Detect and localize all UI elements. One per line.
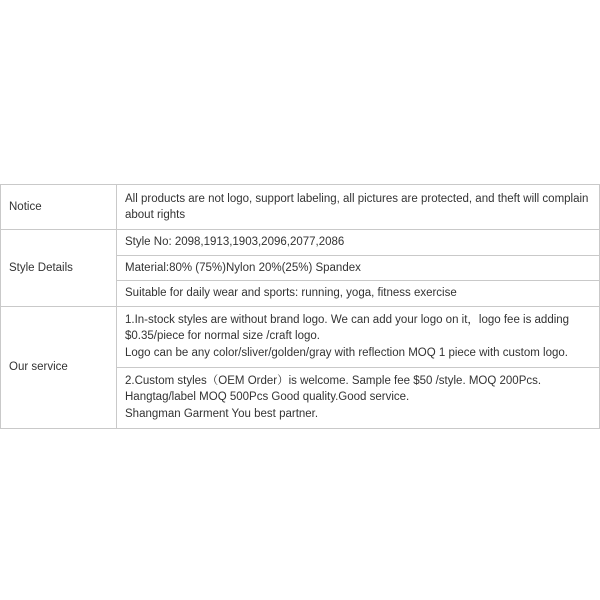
service-block-1-line-1: 1.In-stock styles are without brand logo. We can add your logo on it，logo fee is adding $0.35/piece for normal size /craft logo. [125,313,570,343]
usage-text: Suitable for daily wear and sports: running, yoga, fitness exercise [117,281,600,307]
style-no-text: Style No: 2098,1913,1903,2096,2077,2086 [117,230,600,256]
service-row-1 [1,306,600,367]
service-block-1 [117,306,600,367]
notice-label: Notice [1,185,117,230]
style-details-label: Style Details [1,230,117,307]
service-block-2-line-2: Hangtag/label MOQ 500Pcs Good quality.Good service. [125,391,410,404]
product-info-table [0,184,600,429]
service-block-1-line-2: Logo can be any color/sliver/golden/gray with reflection MOQ 1 piece with custom logo. [125,346,568,359]
service-block-2 [117,367,600,428]
material-text: Material:80% (75%)Nylon 20%(25%) Spandex [117,255,600,281]
service-block-2-line-3: Shangman Garment You best partner. [125,407,319,420]
service-block-2-line-1: 2.Custom styles（OEM Order）is welcome. Sample fee $50 /style. MOQ 200Pcs. [125,374,542,387]
notice-text: All products are not logo, support labeling, all pictures are protected, and theft will complain about rights [117,185,600,230]
our-service-label: Our service [1,306,117,428]
style-no-row [1,230,600,256]
notice-row [1,185,600,230]
